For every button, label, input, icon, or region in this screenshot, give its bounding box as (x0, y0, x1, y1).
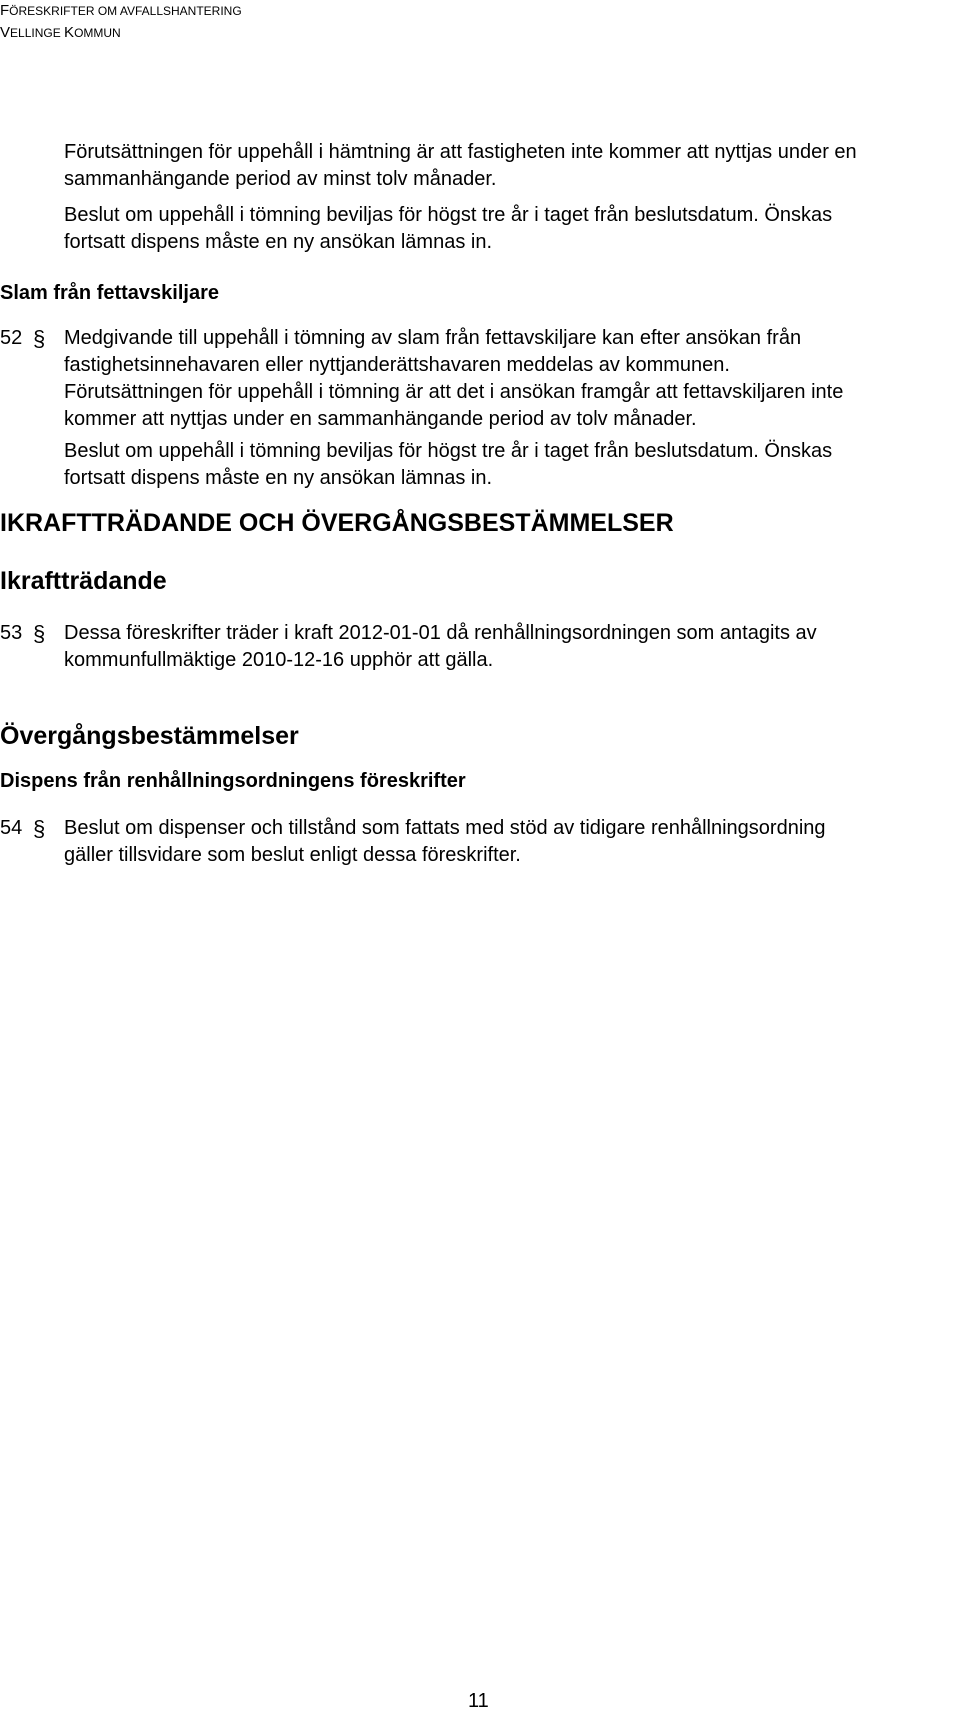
text-line: Förutsättningen för uppehåll i hämtning är att fastigheten inte kommer att nyttjas under en (64, 141, 857, 163)
intro-paragraph (64, 139, 857, 193)
section-sign: § (33, 816, 46, 841)
paragraph-body (64, 815, 826, 869)
text-line: Förutsättningen för uppehåll i tömning är att det i ansökan framgår att fettavskiljaren inte (64, 381, 844, 403)
text-line: Beslut om dispenser och tillstånd som fattats med stöd av tidigare renhållningsordning (64, 817, 826, 839)
text-line: kommunfullmäktige 2010-12-16 upphör att gälla. (64, 649, 494, 671)
text-line: Medgivande till uppehåll i tömning av slam från fettavskiljare kan efter ansökan från (64, 327, 802, 349)
chapter-heading-ikraft: IKRAFTTRÄDANDE OCH ÖVERGÅNGSBESTÄMMELSER (0, 509, 674, 537)
text-line: Dessa föreskrifter träder i kraft 2012-01-01 då renhållningsordningen som antagits av (64, 622, 817, 644)
section-heading-overgang: Övergångsbestämmelser (0, 722, 299, 750)
paragraph-number: 52 (0, 327, 23, 349)
text-line: kommer att nyttjas under en sammanhängande period av tolv månader. (64, 408, 697, 430)
section-sign: § (33, 326, 46, 351)
section-heading-ikraft: Ikraftträdande (0, 567, 167, 595)
subsection-heading-dispens: Dispens från renhållningsordningens föreskrifter (0, 770, 466, 792)
text-line: fortsatt dispens måste en ny ansökan lämnas in. (64, 231, 493, 253)
slam-decision-paragraph (64, 438, 832, 492)
paragraph-number: 53 (0, 622, 23, 644)
header-municipality: VELLINGE KOMMUN (0, 24, 121, 41)
paragraph-body (64, 325, 843, 433)
section-sign: § (33, 621, 46, 646)
page-number: 11 (468, 1690, 489, 1712)
text-line: gäller tillsvidare som beslut enligt dessa föreskrifter. (64, 844, 521, 866)
text-line: sammanhängande period av minst tolv månader. (64, 168, 497, 190)
text-line: fastighetsinnehavaren eller nyttjanderättshavaren meddelas av kommunen. (64, 354, 730, 376)
text-line: Beslut om uppehåll i tömning beviljas för högst tre år i taget från beslutsdatum. Önskas (64, 204, 833, 226)
header-document-title: FÖRESKRIFTER OM AVFALLSHANTERING (0, 2, 242, 19)
running-header (0, 0, 242, 44)
intro-paragraph-decision (64, 202, 832, 256)
text-line: fortsatt dispens måste en ny ansökan lämnas in. (64, 467, 493, 489)
paragraph-number: 54 (0, 817, 23, 839)
section-heading-slam: Slam från fettavskiljare (0, 282, 219, 304)
paragraph-body (64, 620, 817, 674)
text-line: Beslut om uppehåll i tömning beviljas för högst tre år i taget från beslutsdatum. Önskas (64, 440, 833, 462)
